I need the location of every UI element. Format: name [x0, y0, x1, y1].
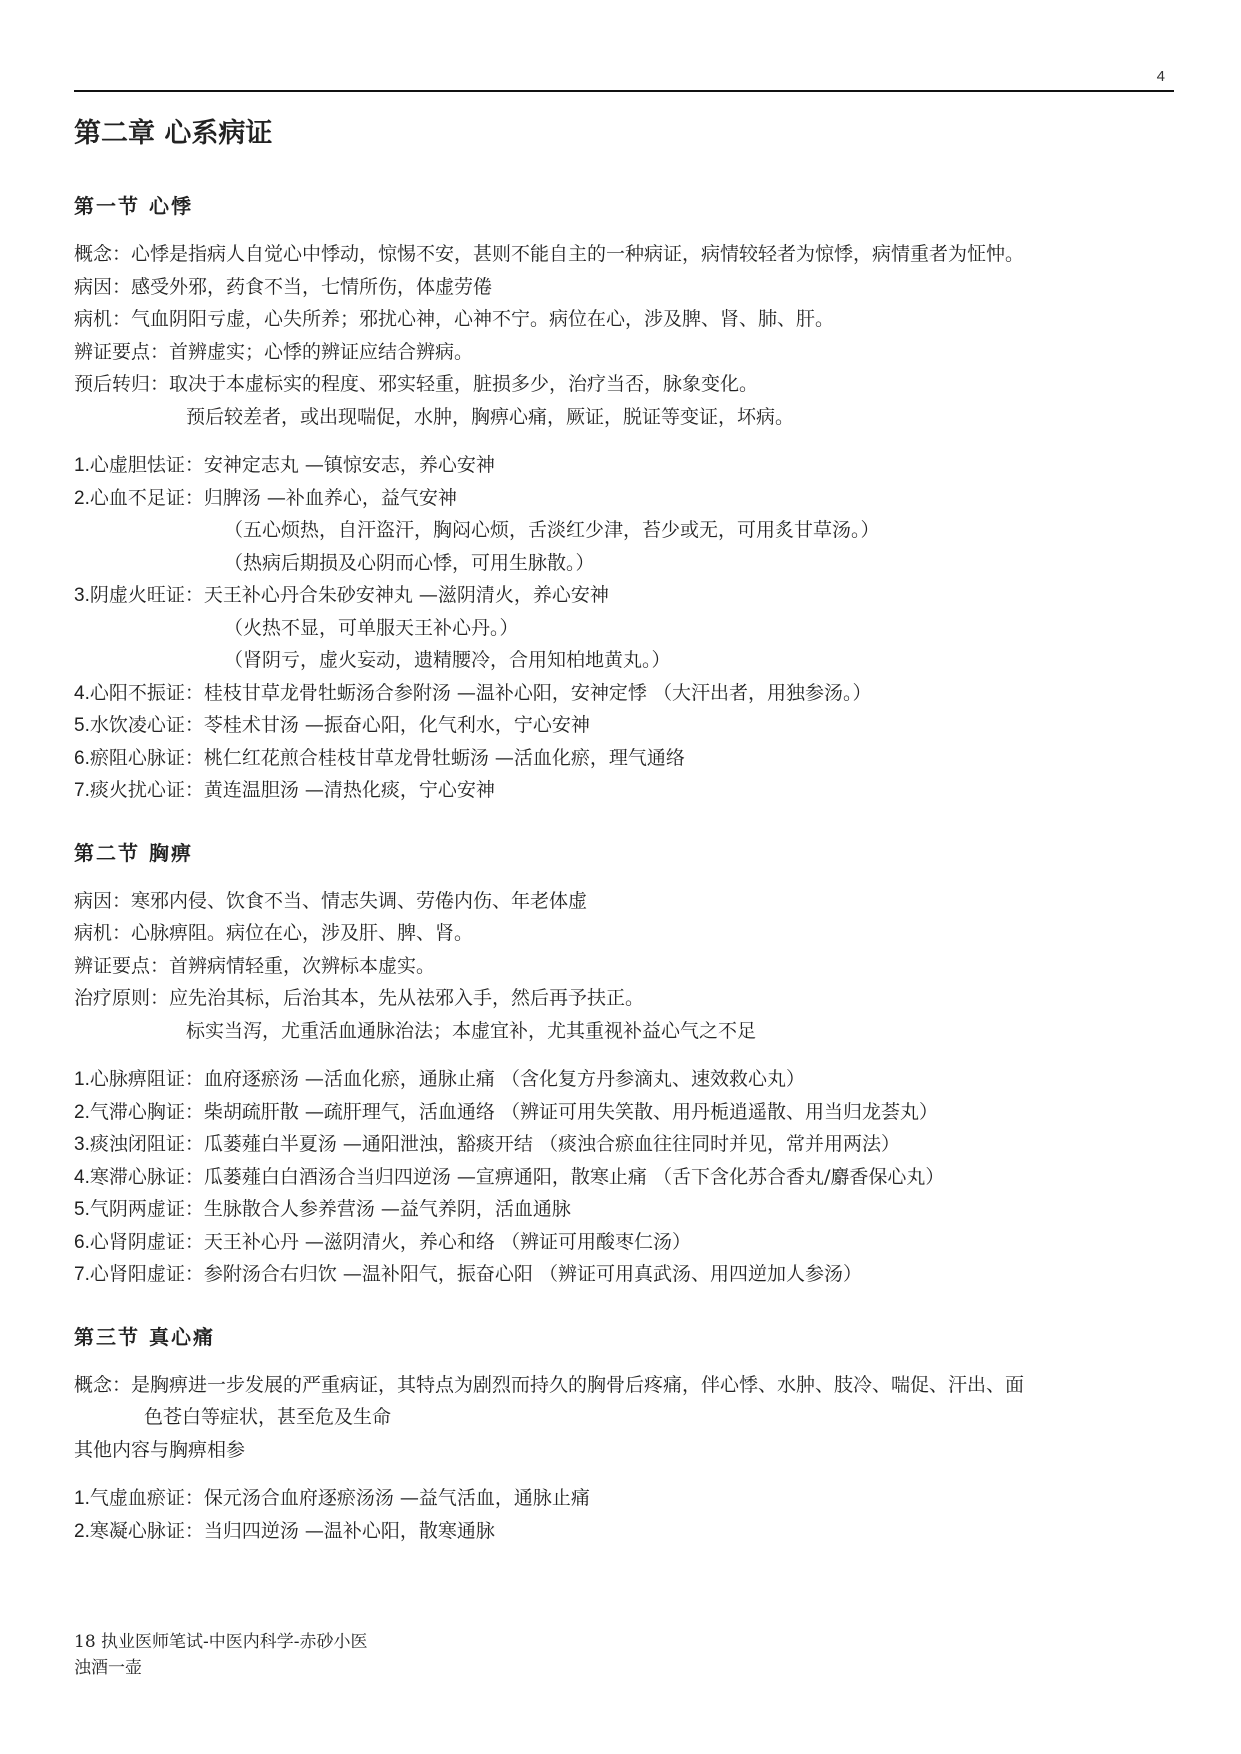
text-line: 病因：感受外邪，药食不当，七情所伤，体虚劳倦 — [74, 275, 493, 298]
list-item — [74, 1128, 1184, 1161]
text-line: 其他内容与胸痹相参 — [74, 1438, 246, 1461]
list-item-number: 1. — [74, 455, 90, 476]
list-item-note: （火热不显，可单服天王补心丹。） — [224, 616, 519, 639]
list-item-text: 心阳不振证：桂枝甘草龙骨牡蛎汤合参附汤 —温补心阳，安神定悸 （大汗出者，用独参汤。） — [89, 681, 872, 704]
list-item-number: 7. — [74, 780, 90, 801]
list-item-text: 气阴两虚证：生脉散合人参养营汤 —益气养阴，活血通脉 — [89, 1198, 571, 1220]
list-item — [74, 677, 1184, 710]
list-item — [74, 449, 1184, 482]
list-item — [74, 1063, 1184, 1096]
list-item-number: 5. — [74, 715, 90, 736]
list-item-text: 心肾阴虚证：天王补心丹 —滋阴清火，养心和络 （辨证可用酸枣仁汤） — [89, 1230, 691, 1253]
footer-line: 浊酒一壶 — [74, 1658, 142, 1678]
page-content — [74, 100, 1184, 1547]
list-item-number: 3. — [74, 1134, 90, 1155]
list-item-text: 瘀阻心脉证：桃仁红花煎合桂枝甘草龙骨牡蛎汤 —活血化瘀，理气通络 — [89, 746, 685, 769]
list-item-text: 痰火扰心证：黄连温胆汤 —清热化痰，宁心安神 — [89, 779, 495, 801]
list-item-number: 3. — [74, 585, 90, 606]
section-title-true-heart-pain: 第三节 真心痛 — [74, 1324, 215, 1349]
list-item — [74, 1515, 1184, 1548]
list-item-text: 心肾阳虚证：参附汤合右归饮 —温补阳气，振奋心阳 （辨证可用真武汤、用四逆加人参汤） — [89, 1263, 862, 1285]
list-item-number: 1. — [74, 1069, 90, 1090]
text-line: 治疗原则：应先治其标，后治其本，先从祛邪入手，然后再予扶正。 — [74, 987, 645, 1009]
text-line: 病机：心脉痹阻。病位在心，涉及肝、脾、肾。 — [74, 922, 474, 944]
list-item-text: 阴虚火旺证：天王补心丹合朱砂安神丸 —滋阴清火，养心安神 — [89, 584, 609, 606]
list-item-number: 5. — [74, 1199, 90, 1220]
list-item-number: 2. — [74, 1520, 90, 1542]
page-footer — [74, 1629, 368, 1681]
list-item-note: （肾阴亏，虚火妄动，遗精腰冷，合用知柏地黄丸。） — [224, 649, 671, 671]
list-item-number: 1. — [74, 1488, 90, 1509]
text-line: 辨证要点：首辨虚实；心悸的辨证应结合辨病。 — [74, 340, 474, 363]
text-line: 概念：是胸痹进一步发展的严重病证，其特点为剧烈而持久的胸骨后疼痛，伴心悸、水肿、肢冷、喘促、汗出、面 — [74, 1373, 1025, 1396]
list-item-note: （热病后期损及心阴而心悸，可用生脉散。） — [224, 551, 595, 574]
list-item — [74, 1096, 1184, 1129]
list-item — [74, 482, 1184, 515]
list-item-text: 寒滞心脉证：瓜蒌薤白白酒汤合当归四逆汤 —宣痹通阳，散寒止痛 （舌下含化苏合香丸/麝香保心丸） — [89, 1165, 945, 1188]
text-line: 病机：气血阴阳亏虚，心失所养；邪扰心神，心神不宁。病位在心，涉及脾、肾、肺、肝。 — [74, 308, 835, 330]
list-item-text: 气虚血瘀证：保元汤合血府逐瘀汤汤 —益气活血，通脉止痛 — [89, 1487, 590, 1509]
text-line-continued: 色苍白等症状，甚至危及生命 — [144, 1406, 392, 1428]
page-number: 4 — [1156, 68, 1165, 85]
list-item — [74, 1482, 1184, 1515]
text-line: 辨证要点：首辨病情轻重，次辨标本虚实。 — [74, 954, 436, 977]
list-item — [74, 1161, 1184, 1194]
list-item-text: 寒凝心脉证：当归四逆汤 —温补心阳，散寒通脉 — [89, 1519, 495, 1542]
list-item-note: （五心烦热，自汗盗汗，胸闷心烦，舌淡红少津，苔少或无，可用炙甘草汤。） — [224, 519, 880, 541]
list-item-number: 6. — [74, 1231, 90, 1253]
text-line-continued: 标实当泻，尤重活血通脉治法；本虚宜补，尤其重视补益心气之不足 — [186, 1019, 757, 1042]
list-item — [74, 1258, 1184, 1291]
list-item-text: 心脉痹阻证：血府逐瘀汤 —活血化瘀，通脉止痛 （含化复方丹参滴丸、速效救心丸） — [89, 1068, 805, 1090]
list-item-number: 2. — [74, 487, 90, 509]
list-item-number: 4. — [74, 682, 90, 704]
text-line: 概念：心悸是指病人自觉心中悸动，惊惕不安，甚则不能自主的一种病证，病情较轻者为惊悸，病情重者为怔忡。 — [74, 243, 1025, 265]
section-title-chest-impediment: 第二节 胸痹 — [74, 840, 193, 865]
list-item-number: 4. — [74, 1166, 90, 1188]
list-item — [74, 1193, 1184, 1226]
list-item-text: 心血不足证：归脾汤 —补血养心，益气安神 — [89, 486, 457, 509]
list-item-text: 气滞心胸证：柴胡疏肝散 —疏肝理气，活血通络 （辨证可用失笑散、用丹栀逍遥散、用当归龙荟丸） — [89, 1100, 938, 1123]
list-item — [74, 1226, 1184, 1259]
list-item-number: 2. — [74, 1101, 90, 1123]
text-line-continued: 预后较差者，或出现喘促，水肿，胸痹心痛，厥证，脱证等变证，坏病。 — [186, 405, 795, 428]
text-line: 病因：寒邪内侵、饮食不当、情志失调、劳倦内伤、年老体虚 — [74, 889, 588, 912]
list-item — [74, 709, 1184, 742]
text-line: 预后转归：取决于本虚标实的程度、邪实轻重，脏损多少，治疗当否，脉象变化。 — [74, 373, 759, 395]
list-item-number: 7. — [74, 1264, 90, 1285]
chapter-title: 第二章 心系病证 — [74, 118, 273, 149]
list-item-text: 水饮凌心证：苓桂术甘汤 —振奋心阳，化气利水，宁心安神 — [89, 714, 590, 736]
list-item-text: 心虚胆怯证：安神定志丸 —镇惊安志，养心安神 — [89, 454, 495, 476]
list-item-text: 痰浊闭阻证：瓜蒌薤白半夏汤 —通阳泄浊，豁痰开结 （痰浊合瘀血往往同时并见，常并用两法） — [89, 1133, 900, 1155]
list-item — [74, 579, 1184, 612]
list-item — [74, 774, 1184, 807]
header-rule — [74, 90, 1174, 92]
list-item — [74, 742, 1184, 775]
list-item-number: 6. — [74, 747, 90, 769]
section-title-palpitation: 第一节 心悸 — [74, 194, 193, 218]
footer-line: 18 执业医师笔试-中医内科学-赤砂小医 — [74, 1632, 368, 1652]
